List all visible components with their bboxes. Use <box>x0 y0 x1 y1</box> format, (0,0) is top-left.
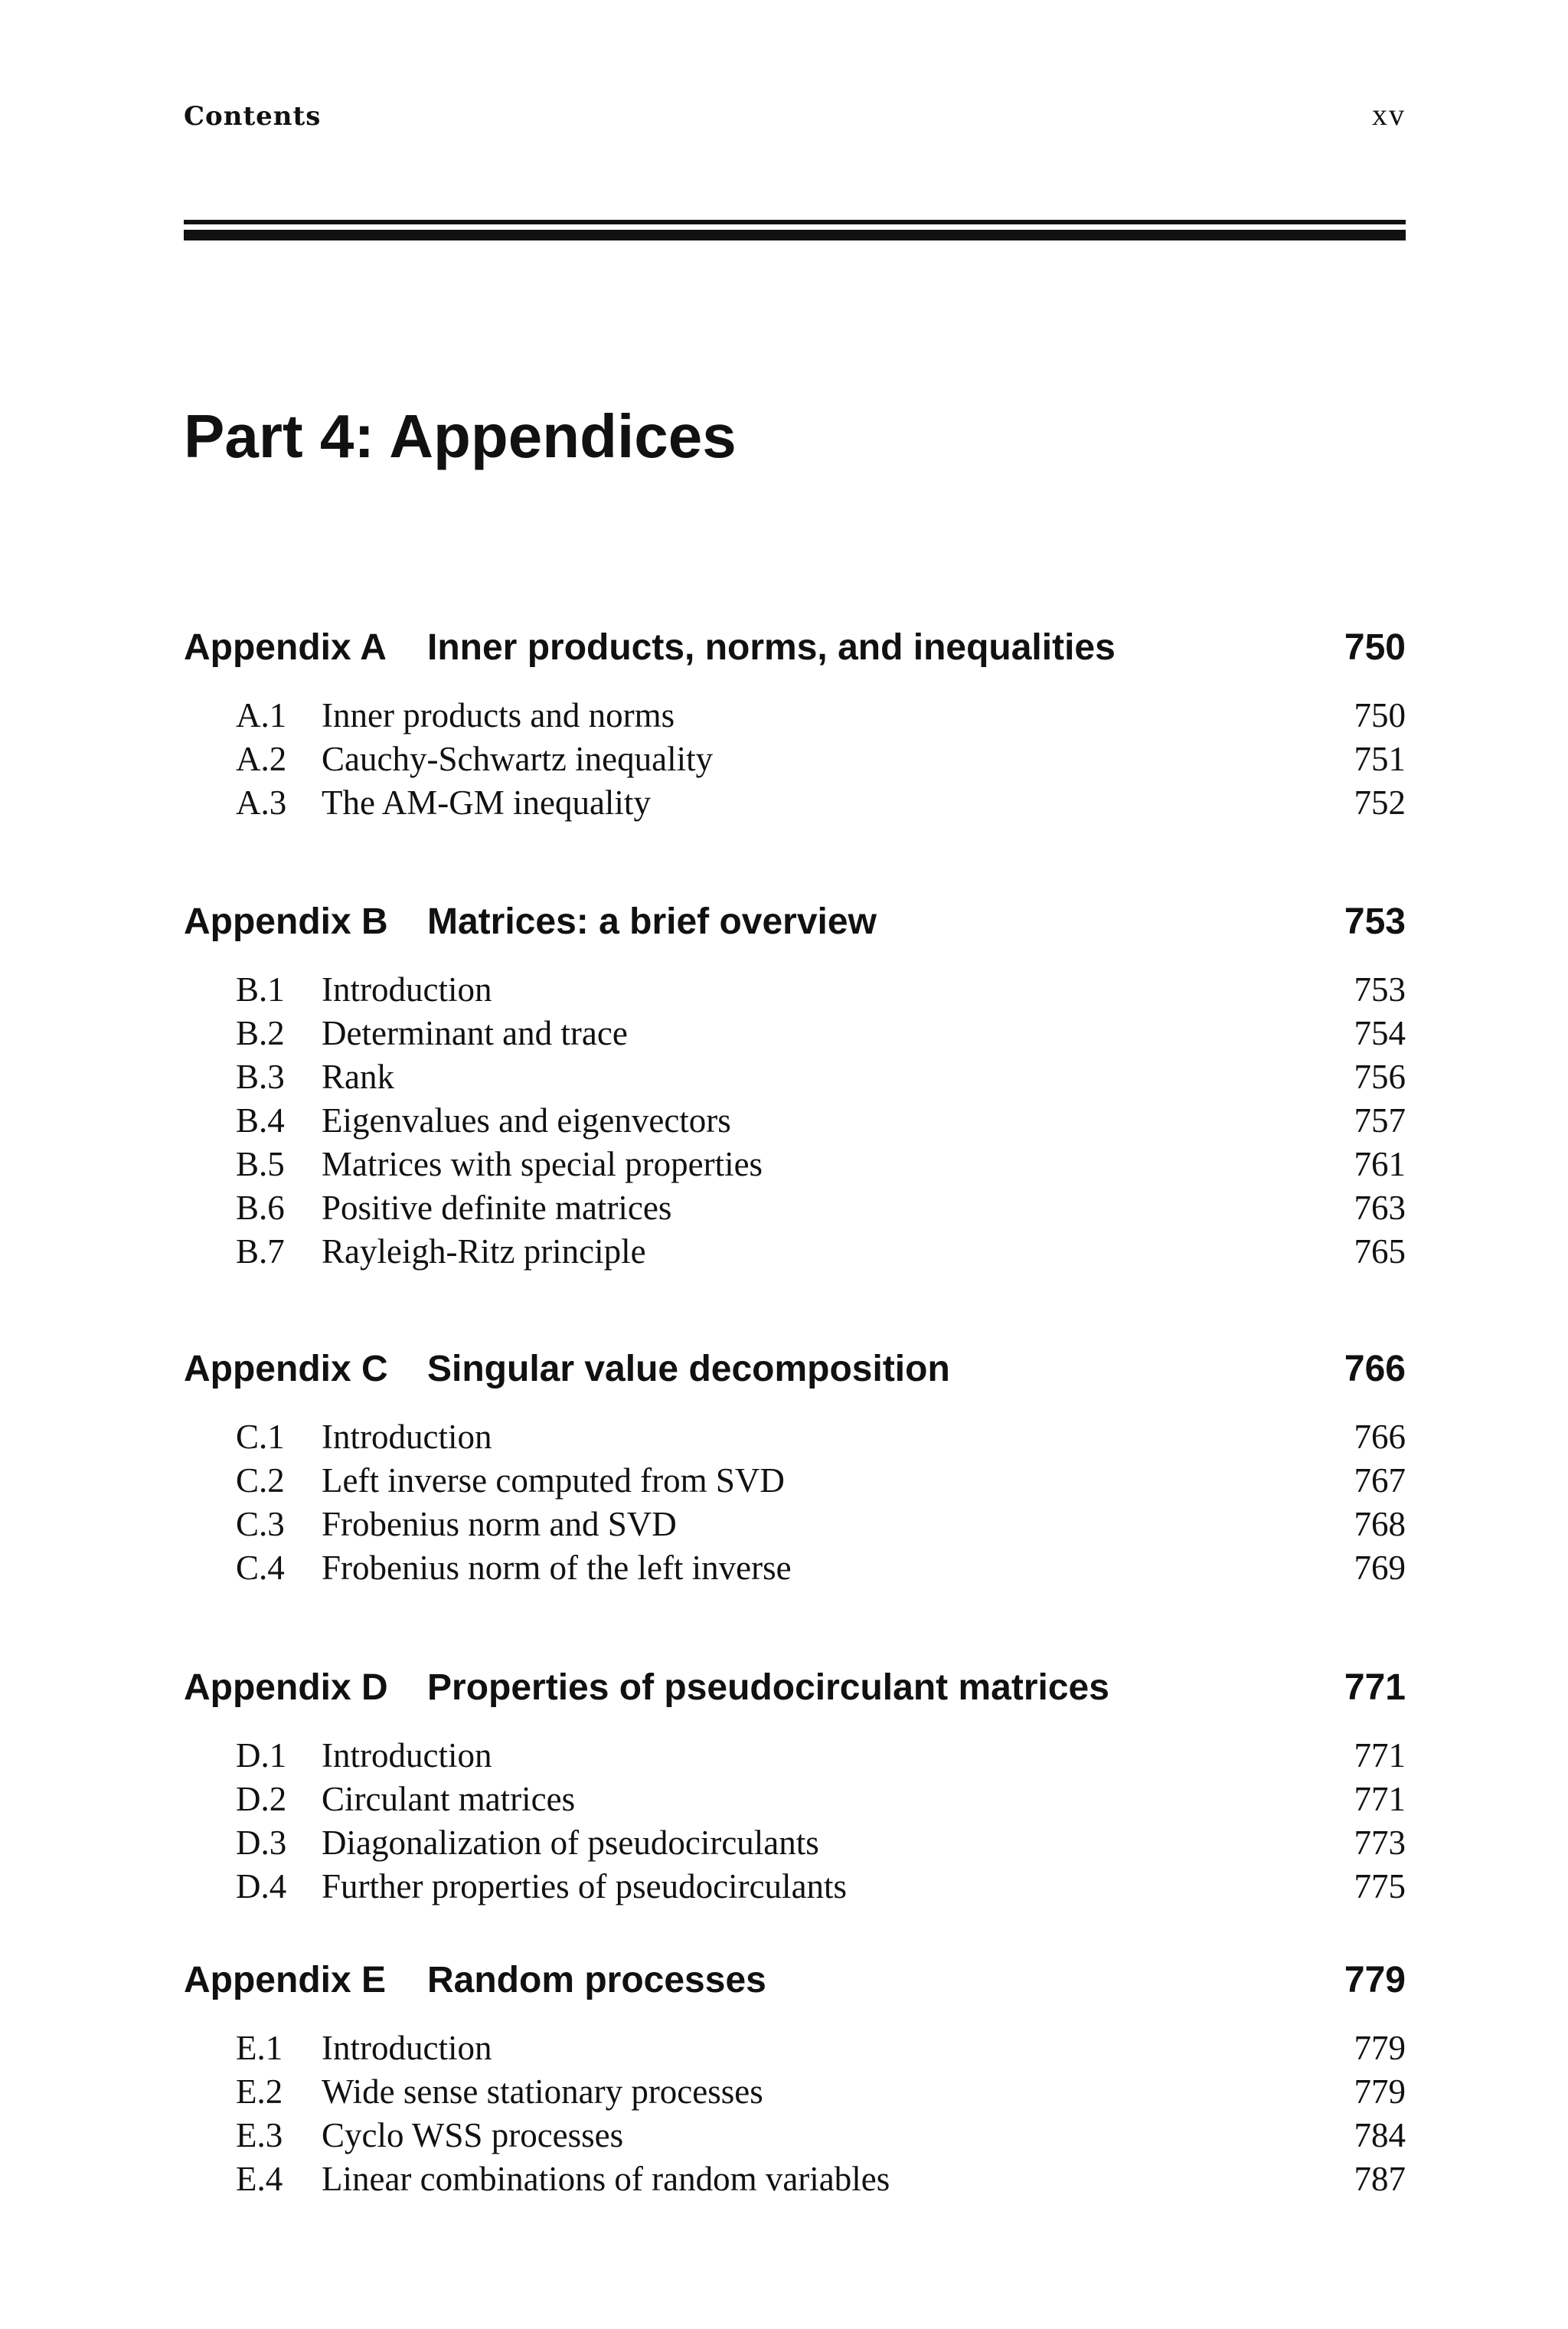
section-page-number: 773 <box>1354 1824 1406 1862</box>
section-title: Inner products and norms <box>322 696 675 734</box>
section-title: Determinant and trace <box>322 1014 628 1052</box>
section-title: Positive definite matrices <box>322 1189 672 1227</box>
appendix-label: Appendix E <box>184 1960 387 2000</box>
appendix-d <box>184 1667 1406 1910</box>
section-title: Rank <box>322 1058 394 1096</box>
section-number: C.2 <box>236 1461 285 1500</box>
section-number: D.4 <box>236 1867 287 1905</box>
appendix-page-number: 750 <box>1344 627 1406 668</box>
section-title: The AM-GM inequality <box>322 783 651 822</box>
section-page-number: 779 <box>1354 2072 1406 2111</box>
section-title: Frobenius norm and SVD <box>322 1505 677 1543</box>
section-title: Introduction <box>322 1736 492 1775</box>
section-page-number: 761 <box>1354 1145 1406 1183</box>
section-entry[interactable] <box>236 1232 1406 1275</box>
appendix-title: Singular value decomposition <box>427 1349 950 1389</box>
section-number: B.4 <box>236 1101 285 1140</box>
section-entry[interactable] <box>236 1779 1406 1823</box>
section-entry[interactable] <box>236 695 1406 739</box>
section-entry[interactable] <box>236 1504 1406 1548</box>
section-page-number: 757 <box>1354 1101 1406 1140</box>
running-head-title: Contents <box>184 101 322 132</box>
appendix-b <box>184 901 1406 1275</box>
appendix-label: Appendix D <box>184 1667 388 1708</box>
appendix-page-number: 753 <box>1344 901 1406 942</box>
section-number: E.2 <box>236 2072 283 2111</box>
section-list <box>184 1735 1406 1910</box>
appendix-e <box>184 1959 1406 2203</box>
section-entry[interactable] <box>236 739 1406 783</box>
appendix-title: Matrices: a brief overview <box>427 901 877 942</box>
section-title: Circulant matrices <box>322 1780 576 1818</box>
part-title: Part 4: Appendices <box>184 402 737 470</box>
section-title: Eigenvalues and eigenvectors <box>322 1101 731 1140</box>
section-entry[interactable] <box>236 1823 1406 1866</box>
section-list <box>184 2028 1406 2203</box>
appendix-page-number: 771 <box>1344 1667 1406 1708</box>
section-entry[interactable] <box>236 2159 1406 2203</box>
section-entry[interactable] <box>236 1548 1406 1591</box>
section-number: E.1 <box>236 2029 283 2067</box>
section-title: Wide sense stationary processes <box>322 2072 763 2111</box>
section-number: A.1 <box>236 696 287 734</box>
section-page-number: 779 <box>1354 2029 1406 2067</box>
section-title: Diagonalization of pseudocirculants <box>322 1824 819 1862</box>
section-page-number: 767 <box>1354 1461 1406 1500</box>
section-entry[interactable] <box>236 1013 1406 1057</box>
section-number: E.4 <box>236 2160 283 2198</box>
appendix-page-number: 766 <box>1344 1349 1406 1389</box>
section-title: Left inverse computed from SVD <box>322 1461 785 1500</box>
section-page-number: 769 <box>1354 1549 1406 1587</box>
appendix-heading[interactable] <box>184 1348 1406 1394</box>
appendix-heading[interactable] <box>184 901 1406 947</box>
running-head <box>184 96 1406 132</box>
section-list <box>184 695 1406 826</box>
section-title: Rayleigh-Ritz principle <box>322 1232 646 1271</box>
section-entry[interactable] <box>236 2115 1406 2159</box>
section-page-number: 787 <box>1354 2160 1406 2198</box>
section-page-number: 754 <box>1354 1014 1406 1052</box>
section-number: B.3 <box>236 1058 285 1096</box>
section-number: B.2 <box>236 1014 285 1052</box>
section-number: C.4 <box>236 1549 285 1587</box>
section-number: B.1 <box>236 970 285 1009</box>
appendix-heading[interactable] <box>184 1959 1406 2005</box>
section-title: Linear combinations of random variables <box>322 2160 890 2198</box>
section-page-number: 775 <box>1354 1867 1406 1905</box>
section-number: D.1 <box>236 1736 287 1775</box>
section-title: Introduction <box>322 1418 492 1456</box>
section-title: Matrices with special properties <box>322 1145 763 1183</box>
appendix-label: Appendix B <box>184 901 388 942</box>
section-entry[interactable] <box>236 783 1406 826</box>
section-number: B.6 <box>236 1189 285 1227</box>
section-number: E.3 <box>236 2116 283 2154</box>
section-page-number: 765 <box>1354 1232 1406 1271</box>
section-number: A.2 <box>236 740 287 778</box>
section-title: Introduction <box>322 2029 492 2067</box>
section-entry[interactable] <box>236 1101 1406 1144</box>
section-entry[interactable] <box>236 1735 1406 1779</box>
section-entry[interactable] <box>236 1188 1406 1232</box>
section-page-number: 771 <box>1354 1780 1406 1818</box>
section-entry[interactable] <box>236 970 1406 1013</box>
appendix-title: Inner products, norms, and inequalities <box>427 627 1116 668</box>
section-page-number: 768 <box>1354 1505 1406 1543</box>
appendix-heading[interactable] <box>184 1667 1406 1712</box>
section-page-number: 784 <box>1354 2116 1406 2154</box>
section-page-number: 751 <box>1354 740 1406 778</box>
section-page-number: 763 <box>1354 1189 1406 1227</box>
section-title: Further properties of pseudocirculants <box>322 1867 848 1905</box>
section-number: B.7 <box>236 1232 285 1271</box>
appendix-label: Appendix C <box>184 1349 388 1389</box>
section-title: Cauchy-Schwartz inequality <box>322 740 714 778</box>
header-rule-thick <box>184 230 1406 240</box>
section-page-number: 750 <box>1354 696 1406 734</box>
section-entry[interactable] <box>236 2072 1406 2115</box>
section-entry[interactable] <box>236 1417 1406 1461</box>
running-head-page-number: xv <box>1372 97 1406 132</box>
section-title: Frobenius norm of the left inverse <box>322 1549 792 1587</box>
section-page-number: 753 <box>1354 970 1406 1009</box>
section-entry[interactable] <box>236 2028 1406 2072</box>
appendix-a <box>184 626 1406 826</box>
appendix-title: Properties of pseudocirculant matrices <box>427 1667 1109 1708</box>
section-number: D.2 <box>236 1780 287 1818</box>
section-page-number: 752 <box>1354 783 1406 822</box>
section-number: D.3 <box>236 1824 287 1862</box>
section-page-number: 756 <box>1354 1058 1406 1096</box>
section-entry[interactable] <box>236 1461 1406 1504</box>
appendix-title: Random processes <box>427 1960 766 2000</box>
appendix-page-number: 779 <box>1344 1960 1406 2000</box>
section-title: Cyclo WSS processes <box>322 2116 624 2154</box>
section-entry[interactable] <box>236 1144 1406 1188</box>
section-entry[interactable] <box>236 1866 1406 1910</box>
section-page-number: 766 <box>1354 1418 1406 1456</box>
section-list <box>184 970 1406 1275</box>
section-page-number: 771 <box>1354 1736 1406 1775</box>
appendix-label: Appendix A <box>184 627 387 668</box>
section-number: C.3 <box>236 1505 285 1543</box>
section-list <box>184 1417 1406 1591</box>
section-number: B.5 <box>236 1145 285 1183</box>
appendix-c <box>184 1348 1406 1591</box>
section-number: C.1 <box>236 1418 285 1456</box>
section-number: A.3 <box>236 783 287 822</box>
section-entry[interactable] <box>236 1057 1406 1101</box>
appendix-heading[interactable] <box>184 626 1406 672</box>
section-title: Introduction <box>322 970 492 1009</box>
header-rule-thin <box>184 220 1406 224</box>
